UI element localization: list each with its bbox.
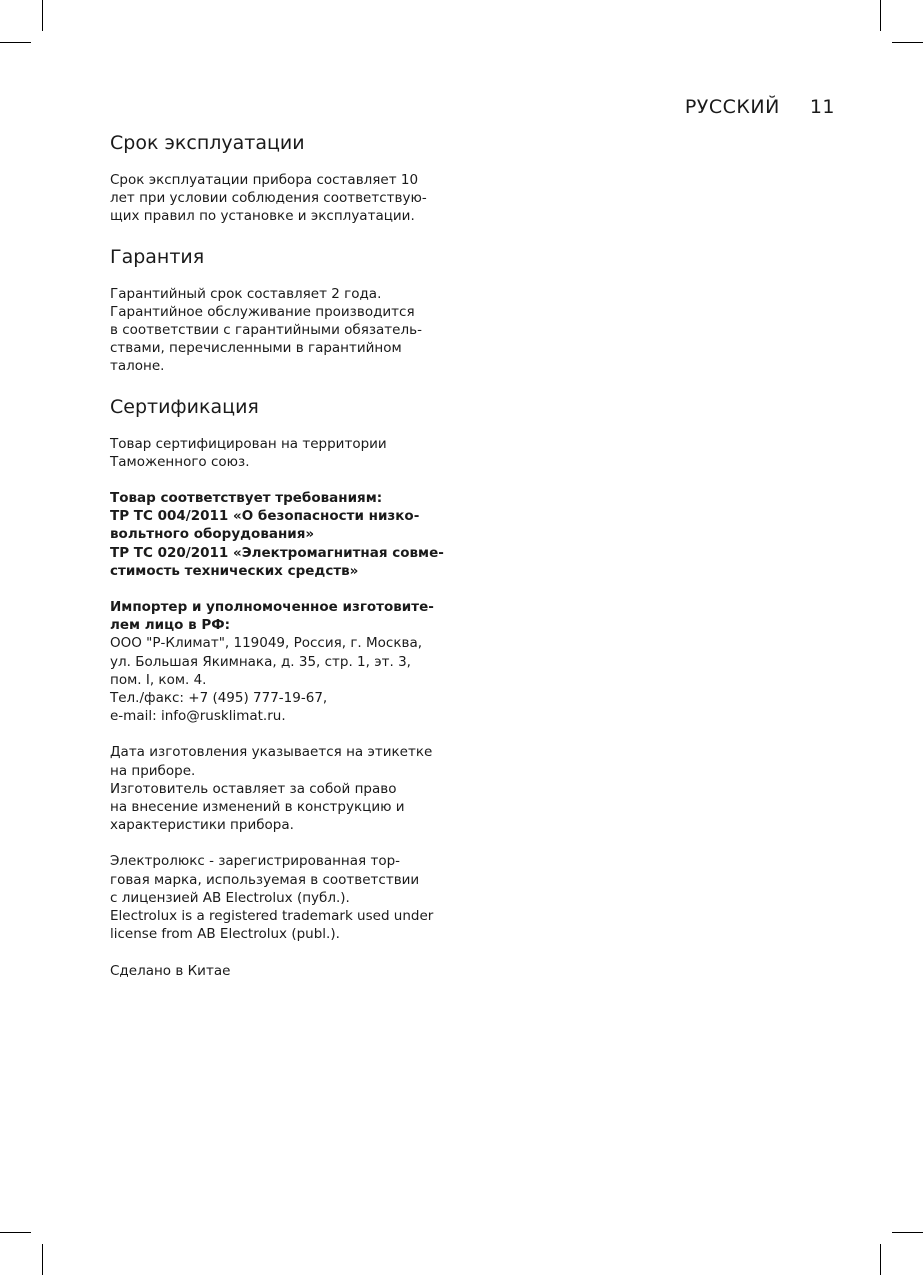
- page-number: 11: [809, 96, 835, 118]
- language-label: РУССКИЙ: [684, 96, 780, 118]
- crop-mark: [892, 1232, 923, 1233]
- importer-text: ООО "Р-Климат", 119049, Россия, г. Москва, ул. Большая Якимнака, д. 35, стр. 1, эт. 3, пом. I, ком. 4. Тел./факс: +7 (495) 777-19-67, e-mail: info@rusklimat.ru.: [110, 635, 423, 725]
- requirements-text: Товар соответствует требованиям: ТР ТС 004/2011 «О безопасности низко- вольтного оборудования» ТР ТС 020/2011 «Электромагнитная совме- стимость технических средств»: [110, 490, 444, 579]
- service-life-heading: Срок эксплуатации: [110, 132, 305, 154]
- service-life-text: Срок эксплуатации прибора составляет 10 лет при условии соблюдения соответствую- щих правил по установке и эксплуатации.: [110, 172, 427, 225]
- manufacture-date-text: Дата изготовления указывается на этикетке на приборе. Изготовитель оставляет за собой право на внесение изменений в конструкцию и характеристики прибора.: [110, 744, 433, 834]
- certification-text: Товар сертифицирован на территории Таможенного союз.: [110, 435, 387, 470]
- crop-mark: [42, 1244, 43, 1275]
- crop-mark: [892, 42, 923, 43]
- certification-heading: Сертификация: [110, 395, 259, 418]
- made-in-text: Сделано в Китае: [110, 962, 231, 979]
- crop-mark: [0, 1232, 31, 1233]
- crop-mark: [880, 0, 881, 31]
- crop-mark: [42, 0, 43, 31]
- warranty-heading: Гарантия: [110, 245, 205, 268]
- importer-heading: Импортер и уполномоченное изготовите- лем лицо в РФ:: [110, 599, 434, 634]
- trademark-text: Электролюкс - зарегистрированная тор- говая марка, используемая в соответствии с лицензией AB Electrolux (публ.). Electrolux is a registered trademark used under license from AB Electrolux (publ.).: [110, 853, 434, 943]
- crop-mark: [0, 42, 31, 43]
- crop-mark: [880, 1244, 881, 1275]
- page-content: [110, 130, 445, 980]
- page-header: [685, 96, 835, 118]
- warranty-text: Гарантийный срок составляет 2 года. Гарантийное обслуживание производится в соответствии с гарантийными обязатель- ствами, перечисленными в гарантийном талоне.: [110, 285, 422, 375]
